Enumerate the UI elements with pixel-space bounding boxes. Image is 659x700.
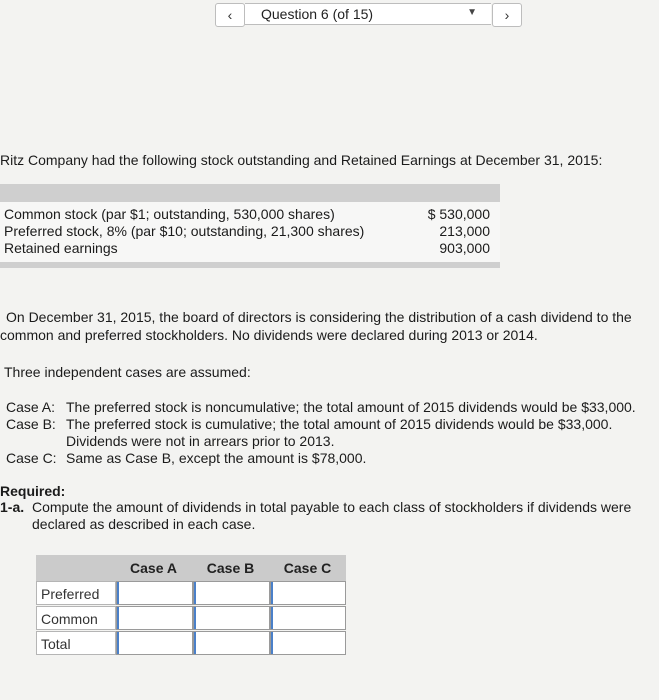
stock-value-common: $ 530,000 (427, 206, 490, 222)
table-footer-band (0, 262, 500, 268)
paragraph-line-1: On December 31, 2015, the board of directors is considering the distribution of a cash dividend to the (6, 309, 632, 325)
previous-question-button[interactable] (215, 3, 245, 27)
paragraph-line-2: common and preferred stockholders. No dividends were declared during 2013 or 2014. (0, 327, 538, 343)
input-total-case-c[interactable] (270, 631, 346, 655)
case-b-key: Case B: (6, 416, 56, 432)
next-question-button[interactable] (492, 3, 522, 27)
table-header-band (0, 184, 500, 202)
column-header-case-c: Case C (283, 560, 332, 576)
stock-label-retained-earnings: Retained earnings (4, 240, 118, 256)
stock-table (0, 184, 500, 268)
row-label-common: Common (36, 606, 116, 630)
answer-table (36, 555, 346, 657)
column-header-case-b: Case B (206, 560, 255, 576)
input-common-case-b[interactable] (193, 606, 270, 630)
required-item-line-2: declared as described in each case. (32, 516, 256, 532)
chevron-right-icon: › (504, 7, 510, 23)
input-total-case-a[interactable] (116, 631, 193, 655)
stock-value-retained-earnings: 903,000 (439, 240, 490, 256)
required-item-key: 1-a. (0, 499, 25, 515)
column-header-case-a: Case A (130, 560, 177, 576)
input-preferred-case-c[interactable] (270, 581, 346, 605)
stock-value-preferred: 213,000 (439, 223, 490, 239)
question-selector[interactable] (245, 3, 491, 25)
case-a-key: Case A: (6, 399, 56, 415)
input-preferred-case-b[interactable] (193, 581, 270, 605)
case-b-text: The preferred stock is cumulative; the total amount of 2015 dividends would be $33,000. (66, 416, 613, 432)
input-common-case-a[interactable] (116, 606, 193, 630)
chevron-left-icon: ‹ (227, 7, 233, 23)
case-c-key: Case C: (6, 450, 57, 466)
stock-label-common: Common stock (par $1; outstanding, 530,000 shares) (4, 206, 335, 222)
stock-label-preferred: Preferred stock, 8% (par $10; outstanding, 21,300 shares) (4, 223, 365, 239)
problem-intro: Ritz Company had the following stock outstanding and Retained Earnings at December 31, 2015: (0, 152, 603, 168)
required-heading: Required: (0, 483, 66, 499)
input-common-case-c[interactable] (270, 606, 346, 630)
cases-intro: Three independent cases are assumed: (4, 364, 251, 380)
row-label-total: Total (36, 631, 116, 655)
row-label-preferred: Preferred (36, 581, 116, 605)
case-a-text: The preferred stock is noncumulative; the total amount of 2015 dividends would be $33,000. (66, 399, 636, 415)
question-label: Question 6 (of 15) (261, 6, 374, 22)
input-total-case-b[interactable] (193, 631, 270, 655)
dropdown-caret-icon: ▼ (467, 7, 477, 18)
input-preferred-case-a[interactable] (116, 581, 193, 605)
case-c-text: Same as Case B, except the amount is $78,000. (66, 450, 367, 466)
question-navigation (205, 0, 525, 30)
required-item-line-1: Compute the amount of dividends in total payable to each class of stockholders if dividends were (32, 499, 632, 515)
case-b-text-continued: Dividends were not in arrears prior to 2013. (66, 433, 335, 449)
